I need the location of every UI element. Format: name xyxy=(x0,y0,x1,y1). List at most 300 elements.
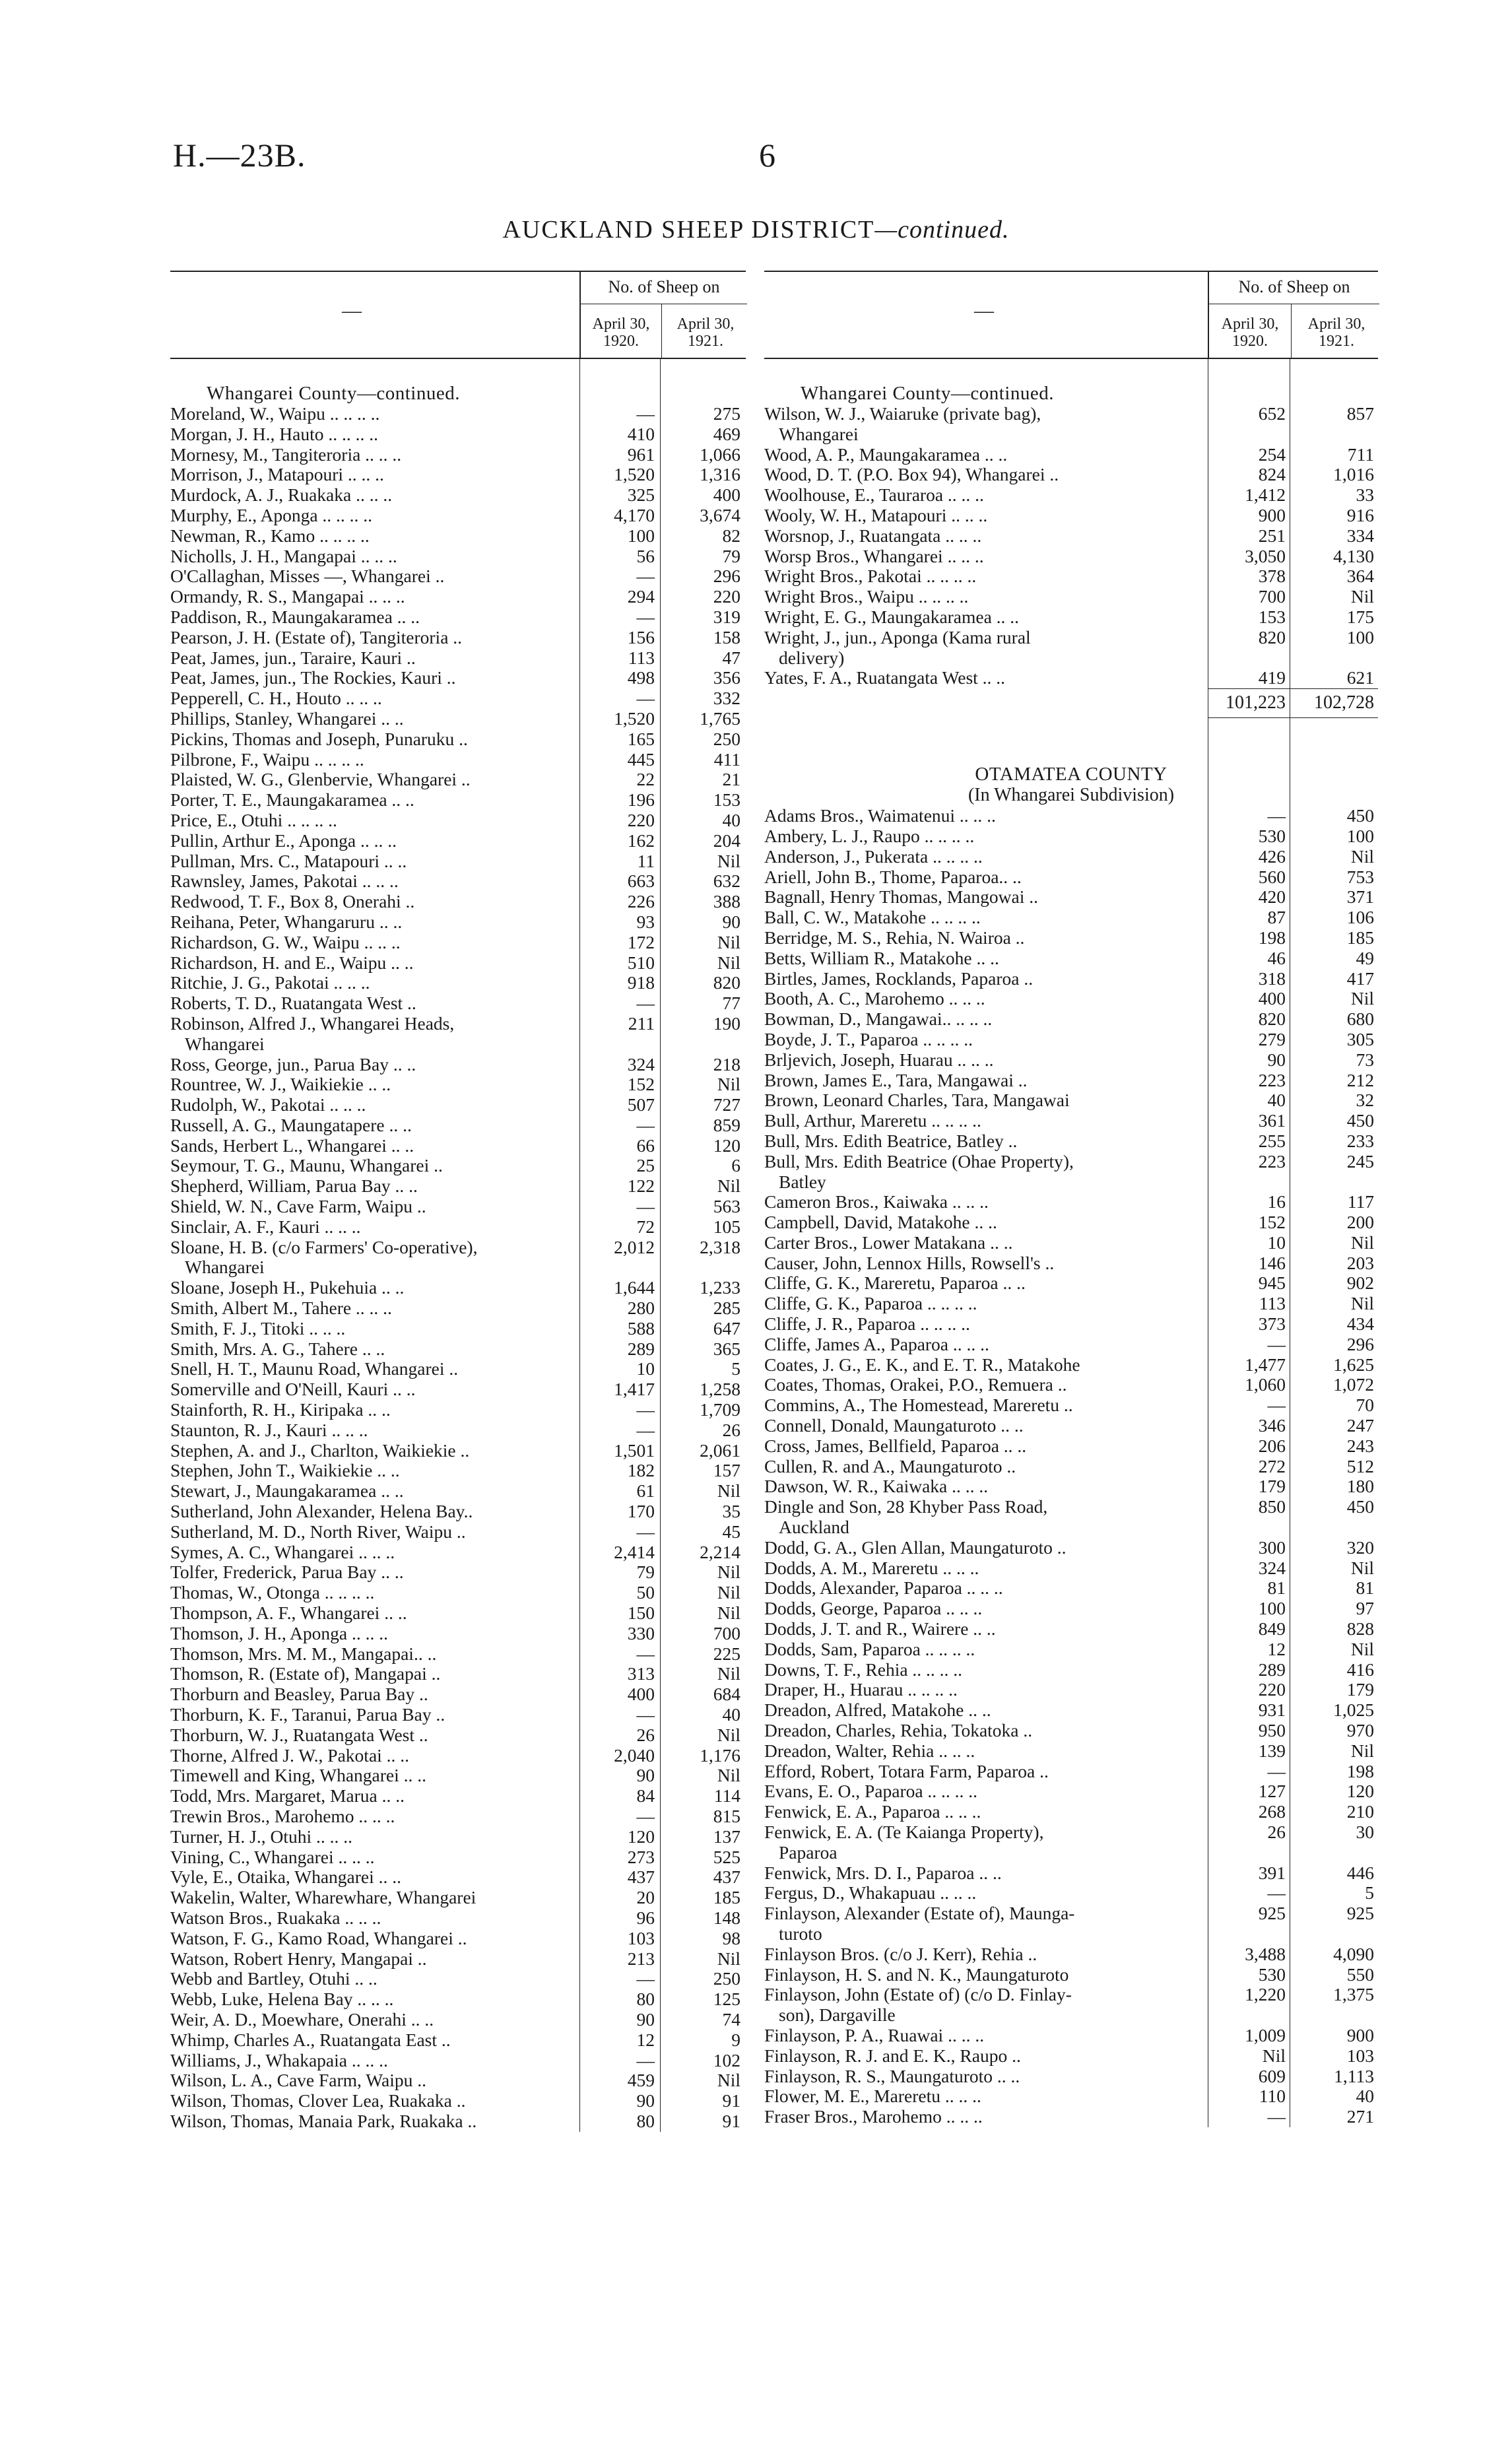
sheep-1920: 182 xyxy=(627,1460,655,1481)
entry-name: Wright, E. G., Maungakaramea .. .. xyxy=(764,606,1020,627)
table-row xyxy=(764,1762,1378,1782)
table-row xyxy=(170,1908,746,1929)
sheep-1920: 196 xyxy=(627,789,655,810)
table-row xyxy=(764,1416,1378,1436)
sheep-1921: 450 xyxy=(1346,1496,1374,1517)
entry-name: Cliffe, G. K., Mareretu, Paparoa .. .. xyxy=(764,1273,1026,1294)
entry-name: Sands, Herbert L., Whangarei .. .. xyxy=(170,1135,414,1156)
entry-name: Causer, John, Lennox Hills, Rowsell's .. xyxy=(764,1252,1055,1273)
sheep-1920: — xyxy=(1267,1760,1286,1781)
entry-name: Stewart, J., Maungakaramea .. .. xyxy=(170,1480,404,1502)
sheep-1920: 87 xyxy=(1267,907,1286,928)
entry-name: Vining, C., Whangarei .. .. .. xyxy=(170,1846,375,1867)
table-row xyxy=(764,1436,1378,1457)
right-header-group xyxy=(1208,272,1379,358)
table-row xyxy=(170,1583,746,1603)
sheep-1921: 400 xyxy=(713,484,740,506)
sheep-1921: 1,765 xyxy=(700,708,740,729)
sheep-1921: 525 xyxy=(713,1846,740,1867)
sheep-1921: 148 xyxy=(713,1907,740,1928)
sheep-1920: — xyxy=(636,606,655,627)
table-row xyxy=(764,1558,1378,1579)
entry-name: Berridge, M. S., Rehia, N. Wairoa .. xyxy=(764,927,1025,948)
table-row xyxy=(170,566,746,587)
sheep-1921: 450 xyxy=(1346,1110,1374,1131)
sheep-1920: 255 xyxy=(1258,1130,1286,1151)
entry-name: Wood, D. T. (P.O. Box 94), Whangarei .. xyxy=(764,464,1059,485)
entry-name: Draper, H., Huarau .. .. .. .. xyxy=(764,1679,958,1700)
sheep-1920: 280 xyxy=(627,1298,655,1319)
sheep-1920: 663 xyxy=(627,871,655,892)
table-row xyxy=(170,1888,746,1908)
sheep-1921: Nil xyxy=(717,1480,740,1502)
sheep-1920: 1,417 xyxy=(614,1379,655,1400)
table-row xyxy=(170,1441,746,1461)
sheep-1921: 4,090 xyxy=(1333,1943,1374,1964)
table-row xyxy=(764,607,1378,628)
sheep-1921: 200 xyxy=(1346,1212,1374,1233)
sheep-1920: 961 xyxy=(627,444,655,465)
entry-name: Birtles, James, Rocklands, Paparoa .. xyxy=(764,968,1034,989)
table-row xyxy=(170,892,746,912)
entry-name: Ritchie, J. G., Pakotai .. .. .. xyxy=(170,972,370,993)
entry-name: Thorburn and Beasley, Parua Bay .. xyxy=(170,1684,428,1705)
table-row xyxy=(764,1883,1378,1903)
sheep-1920: 2,414 xyxy=(614,1541,655,1562)
sheep-1920: 294 xyxy=(627,586,655,607)
sheep-1920: 850 xyxy=(1258,1496,1286,1517)
sheep-1920: 162 xyxy=(627,830,655,851)
table-row xyxy=(170,485,746,506)
sheep-1921: 1,709 xyxy=(700,1399,740,1420)
sheep-1920: 12 xyxy=(1267,1638,1286,1659)
sheep-1921: 100 xyxy=(1346,825,1374,846)
entry-name: Roberts, T. D., Ruatangata West .. xyxy=(170,993,416,1014)
entry-name: Rawnsley, James, Pakotai .. .. .. xyxy=(170,871,399,892)
sheep-1921: Nil xyxy=(717,850,740,871)
sheep-1921: 204 xyxy=(713,830,740,851)
sheep-1921: 49 xyxy=(1356,947,1374,968)
sheep-1920: 61 xyxy=(636,1480,655,1502)
entry-name: Finlayson, H. S. and N. K., Maungaturoto xyxy=(764,1964,1069,1985)
table-row xyxy=(170,1379,746,1400)
sheep-1920: 103 xyxy=(627,1927,655,1948)
sheep-1920: 324 xyxy=(1258,1557,1286,1578)
table-row xyxy=(764,628,1378,648)
table-row xyxy=(764,1639,1378,1660)
table-row xyxy=(170,1644,746,1665)
entry-name: Richardson, H. and E., Waipu .. .. xyxy=(170,952,414,973)
entry-name: Brown, Leonard Charles, Tara, Mangawai xyxy=(764,1090,1070,1111)
sheep-1920: 931 xyxy=(1258,1700,1286,1721)
sheep-1920: 223 xyxy=(1258,1150,1286,1172)
entry-name: Bowman, D., Mangawai.. .. .. .. xyxy=(764,1009,993,1030)
table-row xyxy=(764,1212,1378,1233)
sheep-1920: 437 xyxy=(627,1867,655,1888)
sheep-1921: 125 xyxy=(713,1989,740,2010)
sheep-1921: 916 xyxy=(1346,504,1374,525)
sheep-1920: 419 xyxy=(1258,667,1286,688)
table-row xyxy=(764,1457,1378,1477)
sheep-1921: Nil xyxy=(1350,1293,1374,1314)
entry-name: Sinclair, A. F., Kauri .. .. .. xyxy=(170,1216,361,1237)
table-row xyxy=(170,790,746,810)
table-row xyxy=(170,1929,746,1949)
entry-name: Murdock, A. J., Ruakaka .. .. .. xyxy=(170,484,393,506)
sheep-1921: 245 xyxy=(1346,1150,1374,1172)
entry-name: O'Callaghan, Misses —, Whangarei .. xyxy=(170,566,445,587)
table-row xyxy=(170,668,746,688)
sheep-1921: 5 xyxy=(731,1358,740,1379)
sheep-1920: — xyxy=(636,403,655,424)
table-row xyxy=(764,506,1378,526)
table-row xyxy=(170,770,746,790)
sheep-1920: 426 xyxy=(1258,845,1286,867)
table-row xyxy=(764,526,1378,546)
sheep-1921: 32 xyxy=(1356,1090,1374,1111)
table-row xyxy=(170,709,746,729)
sheep-1920: 46 xyxy=(1267,947,1286,968)
sheep-1920: 588 xyxy=(627,1317,655,1339)
table-row xyxy=(764,1700,1378,1721)
sheep-1920: 40 xyxy=(1267,1090,1286,1111)
sheep-1920: 10 xyxy=(1267,1232,1286,1253)
entry-name: Brljevich, Joseph, Huarau .. .. .. xyxy=(764,1049,994,1070)
sheep-1921: 296 xyxy=(1346,1333,1374,1354)
entry-name: Cameron Bros., Kaiwaka .. .. .. xyxy=(764,1191,989,1212)
sheep-1921: 417 xyxy=(1346,968,1374,989)
table-row xyxy=(764,2005,1378,2026)
sheep-1921: 103 xyxy=(1346,2045,1374,2066)
table-row xyxy=(764,806,1378,826)
entry-name: Sutherland, M. D., North River, Waipu .. xyxy=(170,1521,466,1542)
sheep-1920: 289 xyxy=(1258,1659,1286,1680)
sheep-1920: 206 xyxy=(1258,1435,1286,1456)
sheep-1921: 82 xyxy=(722,525,740,546)
sheep-1921: 859 xyxy=(713,1114,740,1135)
entry-name: Dingle and Son, 28 Khyber Pass Road, xyxy=(764,1496,1048,1517)
sheep-1920: 3,050 xyxy=(1245,545,1286,566)
entry-name: Efford, Robert, Totara Farm, Paparoa .. xyxy=(764,1760,1049,1781)
entry-name: Connell, Donald, Maungaturoto .. .. xyxy=(764,1415,1024,1436)
sheep-1921: 35 xyxy=(722,1501,740,1522)
entry-name: Todd, Mrs. Margaret, Marua .. .. xyxy=(170,1785,405,1806)
sheep-1920: 223 xyxy=(1258,1069,1286,1090)
sheep-1921: 40 xyxy=(722,809,740,830)
sheep-1921: 250 xyxy=(713,1968,740,1989)
sheep-1920: 1,501 xyxy=(614,1439,655,1461)
sheep-1920: 279 xyxy=(1258,1028,1286,1049)
sheep-1920: 120 xyxy=(627,1826,655,1847)
entry-name: Campbell, David, Matakohe .. .. xyxy=(764,1212,997,1233)
entry-name: Coates, J. G., E. K., and E. T. R., Matakohe xyxy=(764,1354,1080,1375)
sheep-1920: — xyxy=(1267,2106,1286,2127)
table-row xyxy=(764,1476,1378,1497)
entry-name: Wright Bros., Pakotai .. .. .. .. xyxy=(764,566,977,587)
sheep-1921: 158 xyxy=(713,626,740,647)
sheep-1920: 127 xyxy=(1258,1781,1286,1802)
sheep-1920: 507 xyxy=(627,1094,655,1115)
entry-name: Webb, Luke, Helena Bay .. .. .. xyxy=(170,1989,394,2010)
sheep-1921: 21 xyxy=(722,769,740,790)
left-header-group-label: No. of Sheep on xyxy=(608,277,720,296)
sheep-1921: 902 xyxy=(1346,1273,1374,1294)
sheep-1920: 90 xyxy=(636,2090,655,2111)
table-row xyxy=(170,1969,746,1989)
entry-name: Finlayson, Alexander (Estate of), Maunga- xyxy=(764,1903,1075,1924)
entry-name: Stainforth, R. H., Kiripaka .. .. xyxy=(170,1399,391,1420)
table-row xyxy=(170,993,746,1014)
table-row xyxy=(170,1115,746,1136)
sheep-1920: — xyxy=(636,1704,655,1725)
sheep-1921: 1,066 xyxy=(700,444,740,465)
sheep-1920: — xyxy=(636,1419,655,1440)
sheep-1920: — xyxy=(636,993,655,1014)
sheep-1920: 700 xyxy=(1258,586,1286,607)
sheep-1920: 96 xyxy=(636,1907,655,1928)
table-row xyxy=(764,1090,1378,1111)
entry-name: Sloane, H. B. (c/o Farmers' Co-operative), xyxy=(170,1236,478,1257)
entry-name: Pullman, Mrs. C., Matapouri .. .. xyxy=(170,850,407,871)
table-row xyxy=(764,1822,1378,1843)
sheep-1920: 530 xyxy=(1258,825,1286,846)
sheep-1921: 512 xyxy=(1346,1455,1374,1476)
table-row xyxy=(170,526,746,546)
entry-name: Stephen, A. and J., Charlton, Waikiekie .. xyxy=(170,1439,470,1461)
sheep-1920: 50 xyxy=(636,1582,655,1603)
page-number: 6 xyxy=(759,137,775,174)
sheep-1920: 1,220 xyxy=(1245,1984,1286,2005)
sheep-1921: 970 xyxy=(1346,1720,1374,1741)
entry-name: Commins, A., The Homestead, Mareretu .. xyxy=(764,1395,1073,1416)
sheep-1920: 272 xyxy=(1258,1455,1286,1476)
table-row xyxy=(170,1176,746,1197)
sheep-1921: 356 xyxy=(713,667,740,688)
sheep-1921: Nil xyxy=(717,931,740,952)
sheep-1921: 1,233 xyxy=(700,1277,740,1298)
entry-name: Dreadon, Charles, Rehia, Tokatoka .. xyxy=(764,1720,1033,1741)
sheep-1920: 1,520 xyxy=(614,464,655,485)
sheep-1921: 100 xyxy=(1346,626,1374,647)
entry-name: Price, E., Otuhi .. .. .. .. xyxy=(170,809,337,830)
entry-name: Thorne, Alfred J. W., Pakotai .. .. xyxy=(170,1744,410,1766)
table-row xyxy=(764,1985,1378,2005)
entry-name: Coates, Thomas, Orakei, P.O., Remuera .. xyxy=(764,1374,1067,1395)
otamatea-subtitle: (In Whangarei Subdivision) xyxy=(968,785,1175,806)
entry-name: Finlayson Bros. (c/o J. Kerr), Rehia .. xyxy=(764,1943,1037,1964)
right-section-title: Whangarei County—continued. xyxy=(801,383,1054,404)
entry-name: Bull, Mrs. Edith Beatrice (Ohae Property), xyxy=(764,1150,1074,1172)
entry-name: Adams Bros., Waimatenui .. .. .. xyxy=(764,805,996,826)
entry-name: Bull, Mrs. Edith Beatrice, Batley .. xyxy=(764,1130,1018,1151)
table-row xyxy=(764,1009,1378,1030)
entry-name: Flower, M. E., Mareretu .. .. .. xyxy=(764,2086,981,2107)
table-row xyxy=(170,1278,746,1298)
sheep-1921: 153 xyxy=(713,789,740,810)
table-row xyxy=(764,1375,1378,1395)
entry-name: Thomson, R. (Estate of), Mangapai .. xyxy=(170,1663,441,1684)
entry-name: Evans, E. O., Paparoa .. .. .. .. xyxy=(764,1781,978,1802)
sheep-1921: Nil xyxy=(717,1603,740,1624)
entry-name: Carter Bros., Lower Matakana .. .. xyxy=(764,1232,1013,1253)
sheep-1921: Nil xyxy=(717,1724,740,1745)
table-row xyxy=(170,1725,746,1746)
sheep-1921: 925 xyxy=(1346,1903,1374,1924)
sheep-1920: 122 xyxy=(627,1175,655,1197)
entry-name: Smith, Mrs. A. G., Tahere .. .. xyxy=(170,1338,385,1359)
table-row xyxy=(764,1395,1378,1416)
sheep-1920: 2,012 xyxy=(614,1236,655,1257)
sheep-1921: 621 xyxy=(1346,667,1374,688)
entry-name: Redwood, T. F., Box 8, Onerahi .. xyxy=(170,891,415,912)
entry-name: Wakelin, Walter, Wharewhare, Whangarei xyxy=(170,1887,477,1908)
sheep-1920: 152 xyxy=(1258,1212,1286,1233)
entry-name: Russell, A. G., Maungatapere .. .. xyxy=(170,1114,412,1135)
sheep-1921: 218 xyxy=(713,1053,740,1075)
table-row xyxy=(764,1172,1378,1193)
sheep-1920: 1,412 xyxy=(1245,484,1286,506)
table-row xyxy=(764,2067,1378,2087)
entry-name: Mornesy, M., Tangiteroria .. .. .. xyxy=(170,444,402,465)
entry-name: Tolfer, Frederick, Parua Bay .. .. xyxy=(170,1562,404,1583)
table-row xyxy=(764,1741,1378,1762)
entry-name: Whangarei xyxy=(779,423,859,444)
sheep-1920: — xyxy=(636,1521,655,1542)
table-row xyxy=(764,867,1378,888)
table-row xyxy=(764,587,1378,607)
table-row xyxy=(170,1075,746,1095)
table-row xyxy=(170,546,746,567)
sheep-1921: 90 xyxy=(722,911,740,932)
table-row xyxy=(170,628,746,648)
sheep-1921: 753 xyxy=(1346,866,1374,887)
table-row xyxy=(764,928,1378,948)
otamatea-title: OTAMATEA COUNTY xyxy=(975,764,1167,785)
table-row xyxy=(170,1420,746,1441)
sheep-1920: 849 xyxy=(1258,1618,1286,1639)
table-row xyxy=(170,1298,746,1319)
table-row xyxy=(170,1786,746,1806)
sheep-1921: 190 xyxy=(713,1012,740,1034)
sheep-1920: 273 xyxy=(627,1846,655,1867)
sheep-1920: 330 xyxy=(627,1622,655,1643)
sheep-1920: 90 xyxy=(636,2008,655,2030)
entry-name: Watson, Robert Henry, Mangapai .. xyxy=(170,1948,427,1969)
sheep-1920: 26 xyxy=(636,1724,655,1745)
sheep-1920: — xyxy=(1267,1333,1286,1354)
entry-name: Moreland, W., Waipu .. .. .. .. xyxy=(170,403,380,424)
sheep-1921: 711 xyxy=(1347,444,1374,465)
sheep-1920: 146 xyxy=(1258,1252,1286,1273)
sheep-1920: 1,060 xyxy=(1245,1374,1286,1395)
sheep-1920: 226 xyxy=(627,891,655,912)
sheep-1920: — xyxy=(1267,1882,1286,1903)
entry-name: Symes, A. C., Whangarei .. .. .. xyxy=(170,1541,395,1562)
entry-name: Dodds, George, Paparoa .. .. .. xyxy=(764,1598,983,1619)
sheep-1921: 332 xyxy=(713,688,740,709)
sheep-1921: 1,072 xyxy=(1333,1374,1374,1395)
entry-name: Pepperell, C. H., Houto .. .. .. xyxy=(170,688,382,709)
entry-name: Worsp Bros., Whangarei .. .. .. xyxy=(764,545,984,566)
sheep-1920: 100 xyxy=(627,525,655,546)
sheep-1920: 530 xyxy=(1258,1964,1286,1985)
sheep-1921: 815 xyxy=(713,1805,740,1826)
entry-name: Sutherland, John Alexander, Helena Bay.. xyxy=(170,1501,473,1522)
entry-name: Smith, Albert M., Tahere .. .. .. xyxy=(170,1298,392,1319)
table-row xyxy=(764,908,1378,928)
entry-name: Murphy, E., Aponga .. .. .. .. xyxy=(170,504,373,525)
entry-name: Shepherd, William, Parua Bay .. .. xyxy=(170,1175,418,1197)
entry-name: Pilbrone, F., Waipu .. .. .. .. xyxy=(170,748,364,770)
sheep-1921: 450 xyxy=(1346,805,1374,826)
sheep-1921: 33 xyxy=(1356,484,1374,506)
sheep-1920: 156 xyxy=(627,626,655,647)
table-row xyxy=(170,729,746,750)
table-row xyxy=(170,1055,746,1075)
table-row xyxy=(764,2026,1378,2046)
table-row xyxy=(170,404,746,424)
sheep-1920: 925 xyxy=(1258,1903,1286,1924)
table-row xyxy=(764,1843,1378,1863)
table-row xyxy=(170,1603,746,1624)
sheep-1921: Nil xyxy=(1350,1557,1374,1578)
sheep-1920: 113 xyxy=(1259,1293,1286,1314)
table-row xyxy=(764,566,1378,587)
sheep-1920: 2,040 xyxy=(614,1744,655,1766)
sheep-1920: 510 xyxy=(627,952,655,973)
entry-name: Peat, James, jun., Taraire, Kauri .. xyxy=(170,647,416,668)
sheep-1921: 632 xyxy=(713,871,740,892)
sheep-1921: Nil xyxy=(717,1074,740,1095)
sheep-1921: Nil xyxy=(1350,1740,1374,1761)
sheep-1921: 79 xyxy=(722,545,740,566)
table-row xyxy=(170,1034,746,1055)
table-row xyxy=(170,1359,746,1379)
sheep-1921: 416 xyxy=(1346,1659,1374,1680)
sheep-1921: 220 xyxy=(713,586,740,607)
table-row xyxy=(170,1095,746,1115)
entry-name: Wilson, W. J., Waiaruke (private bag), xyxy=(764,403,1041,424)
table-row xyxy=(764,1802,1378,1822)
sheep-1920: 560 xyxy=(1258,866,1286,887)
sheep-1921: 319 xyxy=(713,606,740,627)
sheep-1921: 250 xyxy=(713,728,740,749)
sheep-1921: 2,214 xyxy=(700,1541,740,1562)
sheep-1920: 324 xyxy=(627,1053,655,1075)
table-row xyxy=(764,1294,1378,1314)
sheep-1920: 1,644 xyxy=(614,1277,655,1298)
sheep-1920: 72 xyxy=(636,1216,655,1237)
entry-name: Auckland xyxy=(779,1517,849,1538)
entry-name: Watson, F. G., Kamo Road, Whangarei .. xyxy=(170,1927,467,1948)
total-row xyxy=(764,688,1378,717)
sheep-1921: 305 xyxy=(1346,1028,1374,1049)
sheep-1921: 70 xyxy=(1356,1395,1374,1416)
sheep-1921: 334 xyxy=(1346,525,1374,546)
sheep-1921: 1,016 xyxy=(1333,464,1374,485)
sheep-1921: 102 xyxy=(713,2049,740,2070)
table-row xyxy=(764,404,1378,424)
sheep-1920: 400 xyxy=(627,1684,655,1705)
entry-name: Dreadon, Alfred, Matakohe .. .. xyxy=(764,1700,991,1721)
entry-name: Turner, H. J., Otuhi .. .. .. xyxy=(170,1826,352,1847)
sheep-1920: 391 xyxy=(1258,1862,1286,1883)
sheep-1921: 73 xyxy=(1356,1049,1374,1070)
sheep-1921: 9 xyxy=(731,2029,740,2050)
entry-name: Morrison, J., Matapouri .. .. .. xyxy=(170,464,384,485)
sheep-1920: 820 xyxy=(1258,1009,1286,1030)
entry-name: Dodds, Alexander, Paparoa .. .. .. xyxy=(764,1577,1003,1599)
